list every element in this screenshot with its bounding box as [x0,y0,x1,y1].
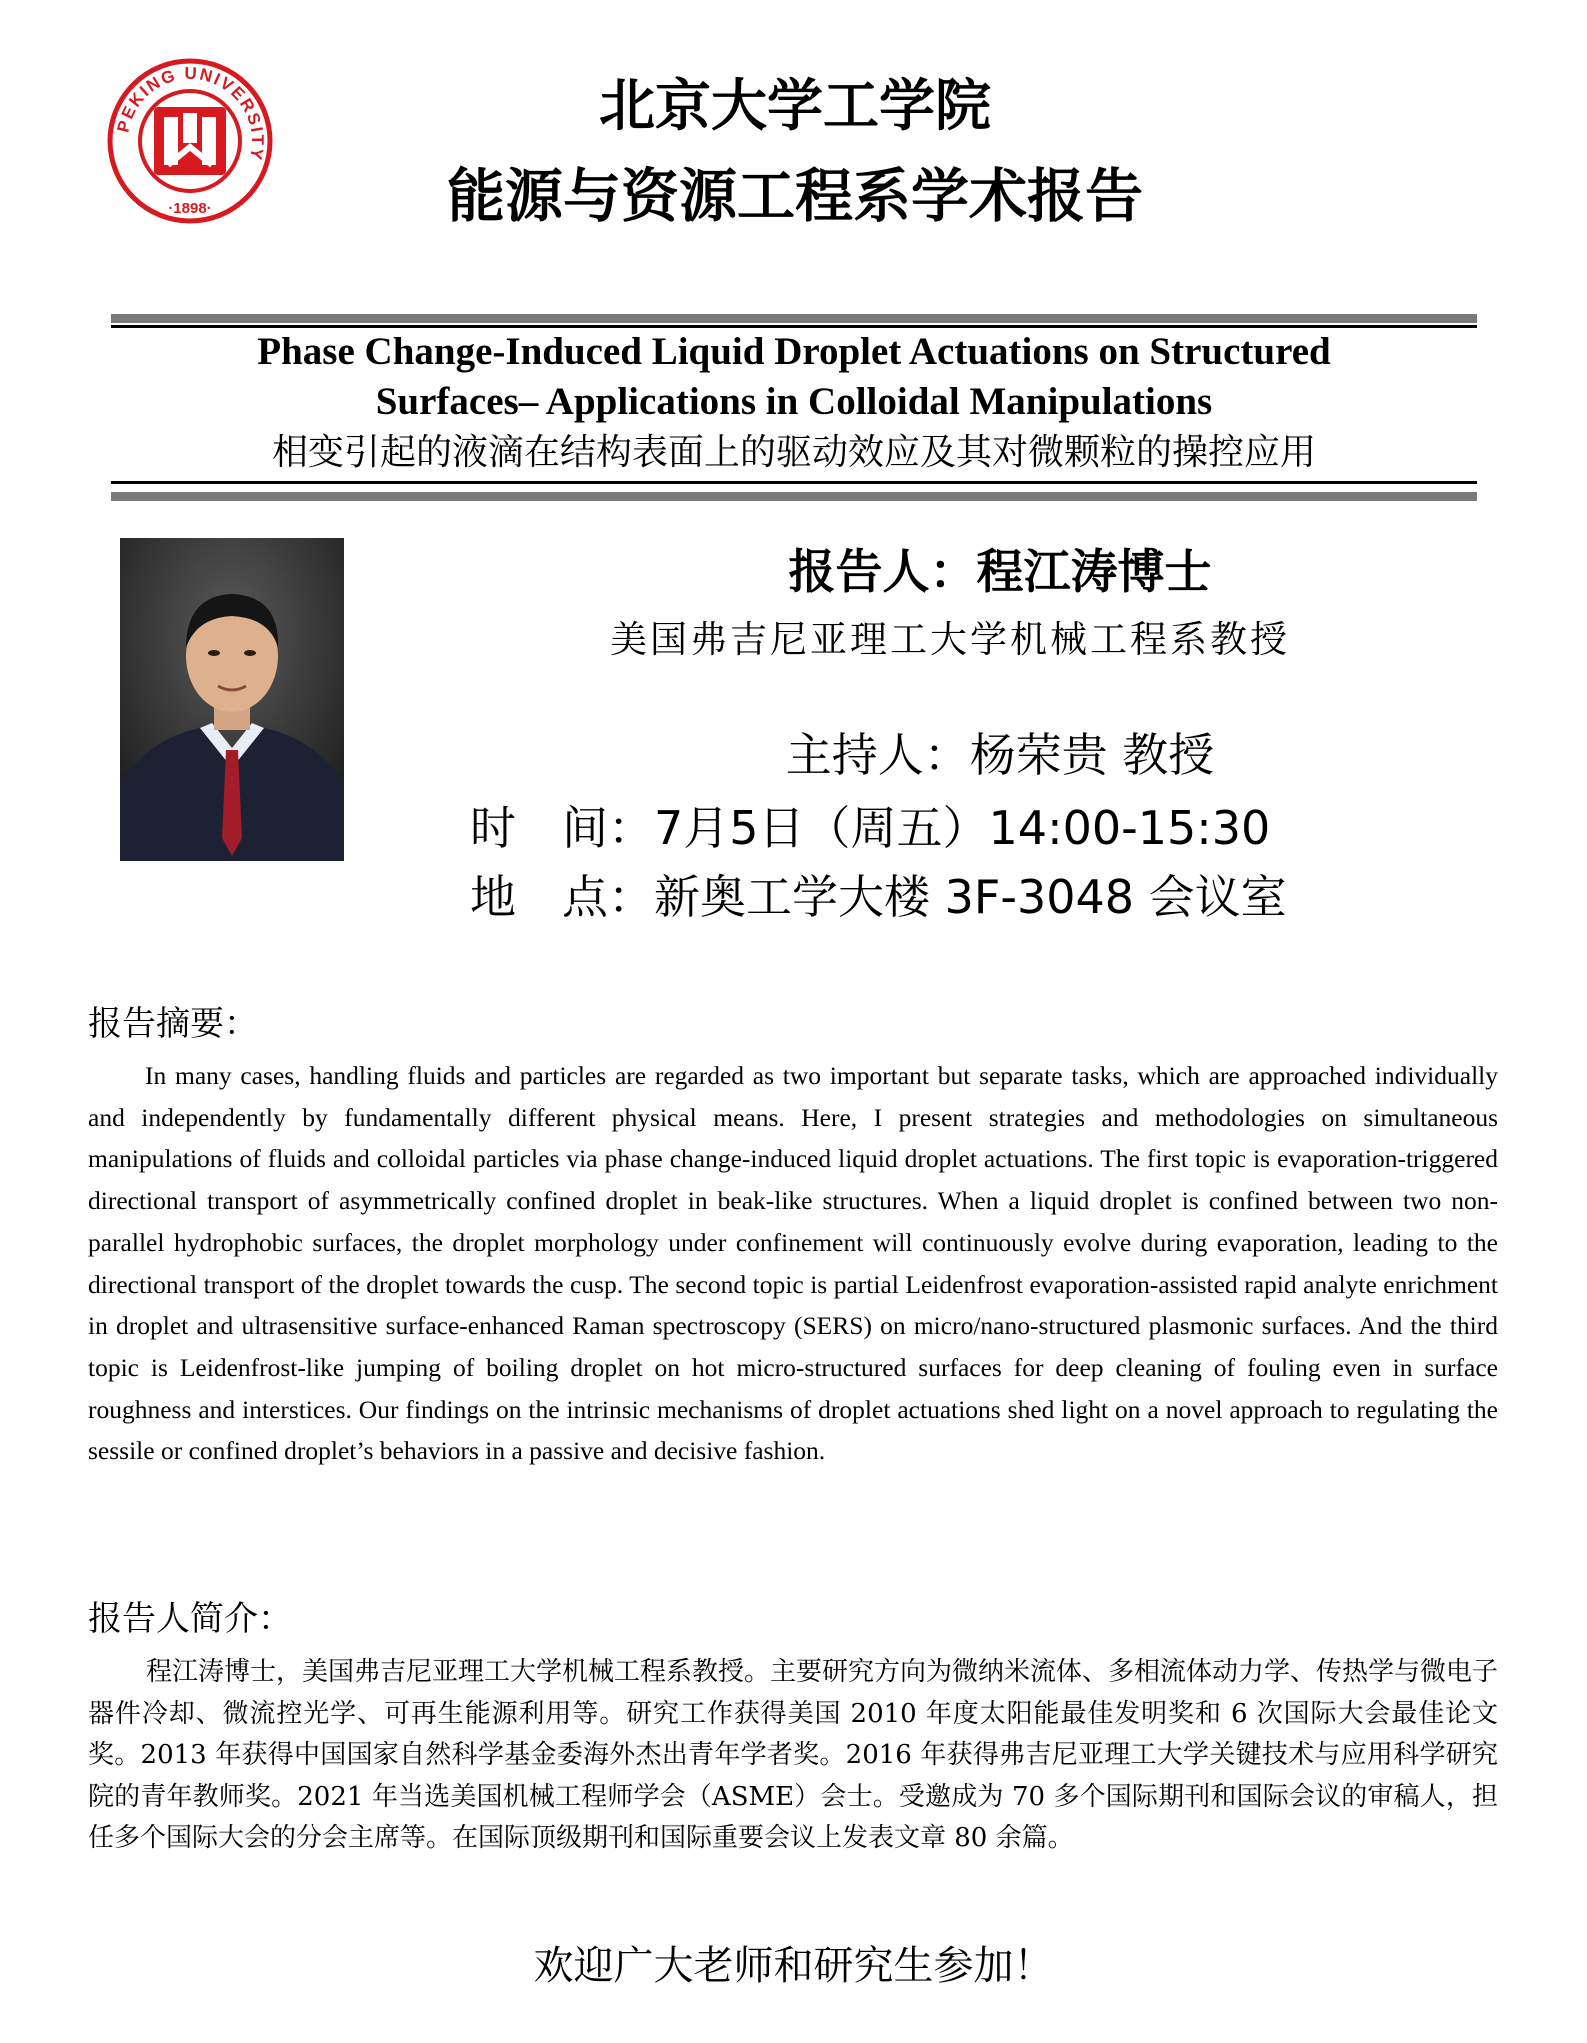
talk-title-en-line1: Phase Change-Induced Liquid Droplet Actuations on Structured [257,330,1331,373]
speaker-line [600,540,1400,606]
talk-title-cn: 相变引起的液滴在结构表面上的驱动效应及其对微颗粒的操控应用 [271,432,1316,473]
abstract-heading: 报告摘要： [88,1004,258,1044]
talk-title-en-line2: Surfaces– Applications in Colloidal Manipulations [375,380,1213,423]
time-label: 时 间： [470,801,654,855]
bottom-rule-thin [111,481,1477,484]
top-rule-thick [111,314,1477,323]
host-line [600,722,1400,788]
speaker-affiliation: 美国弗吉尼亚理工大学机械工程系教授 [610,618,1290,661]
peking-university-logo [106,57,274,225]
abstract-text: In many cases, handling fluids and particles are regarded as two important but separate tasks, which are approached individually and independently by fundamentally different physical means. Here, I present strategies and methodologies on simultaneous manipulations of fluids and colloidal particles via phase change-induced liquid droplet actuations. The first topic is evaporation-triggered directional transport of asymmetrically confined droplet in beak-like structures. When a liquid droplet is confined between two non-parallel hydrophobic surfaces, the droplet morphology under confinement will continuously evolve during evaporation, leading to the directional transport of the droplet towards the cusp. The second topic is partial Leidenfrost evaporation-assisted rapid analyte enrichment in droplet and ultrasensitive surface-enhanced Raman spectroscopy (SERS) on micro/nano-structured plasmonic surfaces. And the third topic is Leidenfrost-like jumping of boiling droplet on hot micro-structured surfaces for deep cleaning of fouling even in surface roughness and interstices. Our findings on the intrinsic mechanisms of droplet actuations shed light on a novel approach to regulating the sessile or confined droplet’s behaviors in a passive and decisive fashion. [88,1061,1498,1466]
place-value: 新奥工学大楼 3F-3048 会议室 [654,870,1287,924]
time-value: 7月5日（周五）14:00-15:30 [654,801,1271,855]
place-line [470,864,1580,930]
header-department-seminar: 能源与资源工程系学术报告 [446,162,1143,230]
svg-text:·1898·: ·1898· [168,200,212,217]
time-line [470,795,1580,861]
host-label: 主持人： [785,728,970,782]
bio-text: 程江涛博士，美国弗吉尼亚理工大学机械工程系教授。主要研究方向为微纳米流体、多相流体动力学、传热学与微电子器件冷却、微流控光学、可再生能源利用等。研究工作获得美国 2010 年度太阳能最佳发明奖和 6 次国际大会最佳论文奖。2013 年获得中国国家自然科学基金委海外杰出青年学者奖。2016 年获得弗吉尼亚理工大学关键技术与应用科学研究院的青年教师奖。2021 年当选美国机械工程师学会（ASME）会士。受邀成为 70 多个国际期刊和国际会议的审稿人，担任多个国际大会的分会主席等。在国际顶级期刊和国际重要会议上发表文章 80 余篇。 [88,1657,1499,1853]
speaker-name: 程江涛博士 [976,545,1212,600]
bottom-rule-thick [111,492,1477,501]
place-label: 地 点： [470,870,654,924]
host-name: 杨荣贵 教授 [969,728,1215,782]
svg-text:PEKING UNIVERSITY: PEKING UNIVERSITY [113,63,268,164]
speaker-photo [120,538,344,861]
bio-heading: 报告人简介： [88,1599,292,1639]
speaker-label: 报告人： [788,545,977,600]
welcome-message: 欢迎广大老师和研究生参加！ [533,1943,1054,1989]
header-institution: 北京大学工学院 [599,74,991,139]
